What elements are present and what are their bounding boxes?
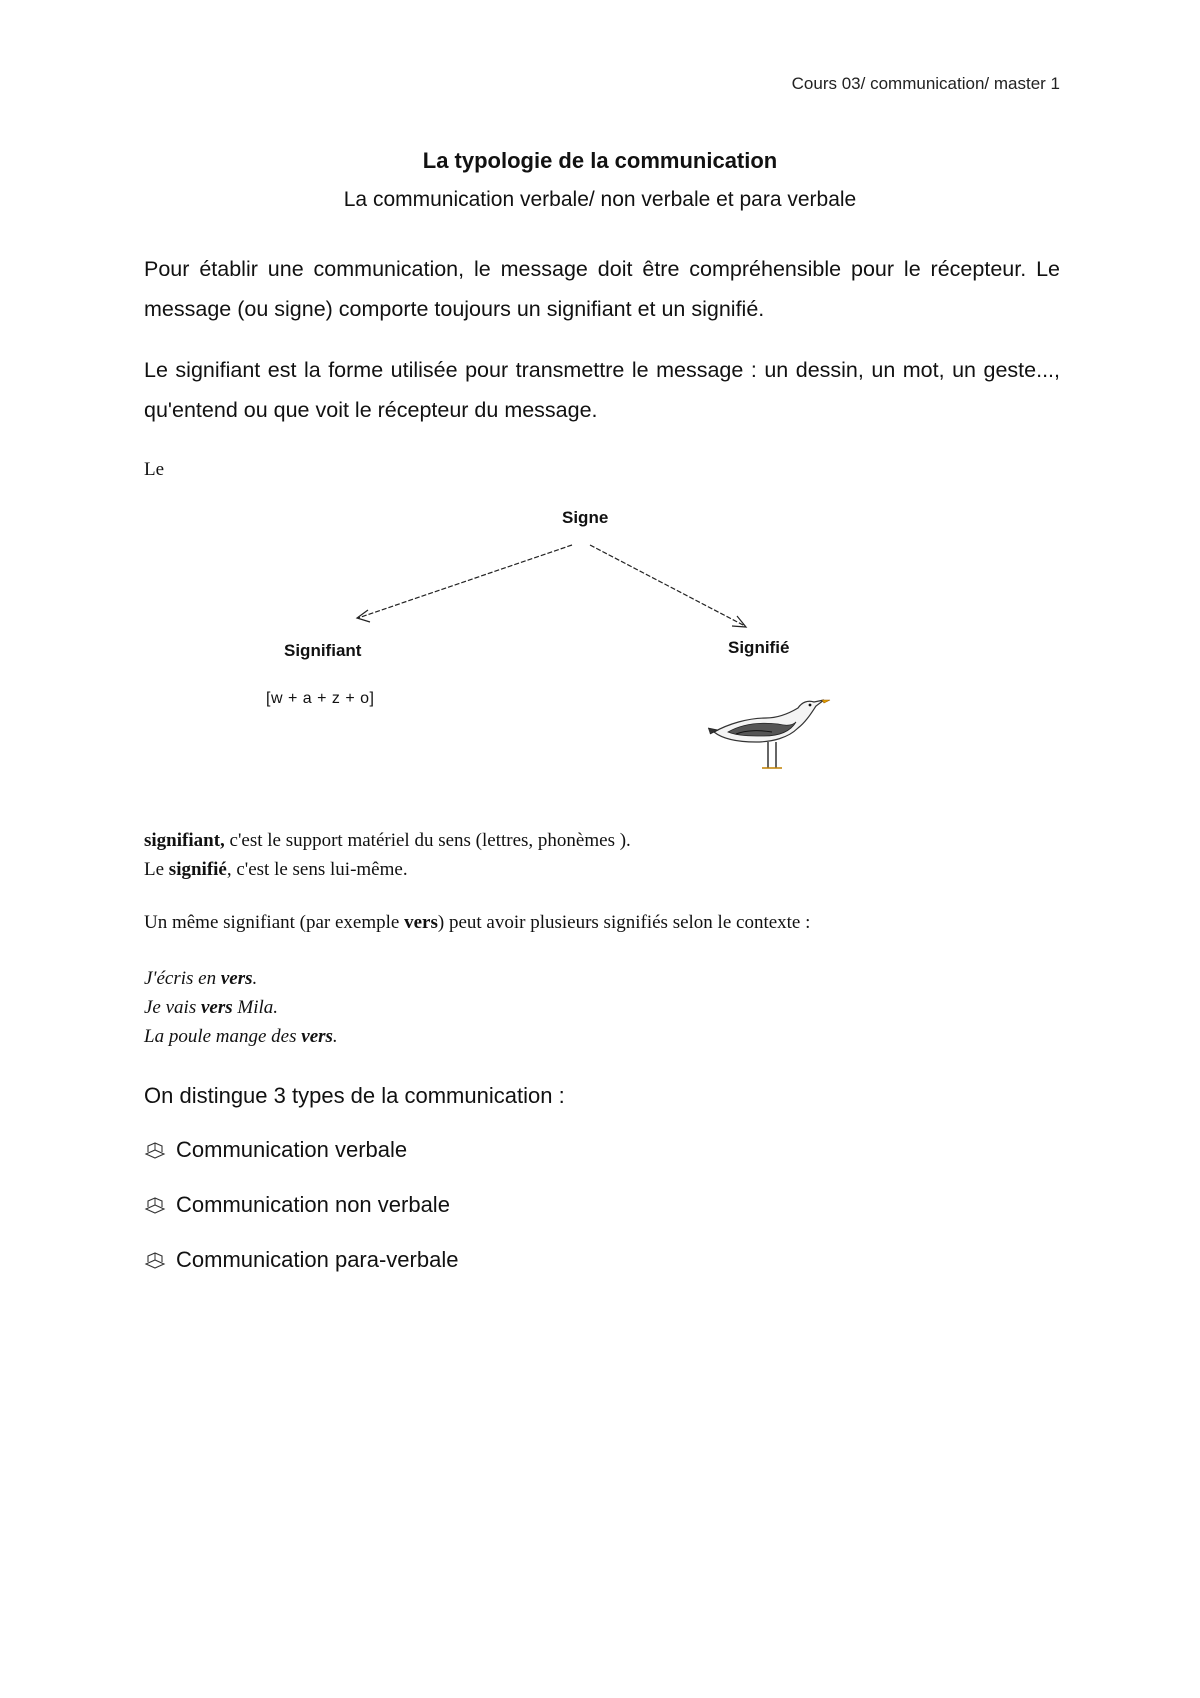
paragraph-signifiant: Le signifiant est la forme utilisée pour transmettre le message : un dessin, un mot, un geste..., qu'entend ou que voit le récepteur du message. <box>144 358 1060 422</box>
list-item-label: Communication para-verbale <box>176 1247 459 1272</box>
paragraph-message: Pour établir une communication, le message doit être compréhensible pour le récepteur. Le message (ou signe) comporte toujours un signifiant et un signifié. <box>144 257 1060 321</box>
arrowhead-right <box>732 616 746 627</box>
example-intro-after: ) peut avoir plusieurs signifiés selon le contexte : <box>437 912 811 933</box>
definition-signifie-text: , c'est le sens lui-même. <box>226 859 408 880</box>
diagram-label-signifie: Signifié <box>728 638 790 657</box>
example-term: vers <box>301 1026 333 1047</box>
list-item-label: Communication non verbale <box>176 1192 450 1217</box>
book-icon <box>144 1195 166 1215</box>
example-before: La poule mange des <box>144 1026 302 1047</box>
example-term: vers <box>220 968 253 989</box>
example-term: vers <box>200 997 233 1018</box>
book-icon <box>144 1250 166 1270</box>
definition-signifie-prefix: Le <box>144 859 169 880</box>
example-before: J'écris en <box>144 968 221 989</box>
example-after: . <box>252 968 258 989</box>
example-sentence <box>144 968 257 990</box>
diagram-label-signifiant: Signifiant <box>284 641 362 660</box>
example-intro-term: vers <box>404 912 438 933</box>
arrow-to-signifie <box>590 545 745 626</box>
list-item-label: Communication verbale <box>176 1137 408 1162</box>
term-signifie: signifié <box>168 859 227 880</box>
definition-signifiant-text: c'est le support matériel du sens (lettres, phonèmes ). <box>224 830 631 851</box>
example-after: . <box>332 1026 338 1047</box>
list-item <box>144 1192 450 1218</box>
book-icon <box>144 1140 166 1160</box>
le-word: Le <box>144 459 165 480</box>
diagram-phonetic: [w + a + z + o] <box>266 690 375 707</box>
example-sentence <box>144 1026 338 1048</box>
types-heading: On distingue 3 types de la communication : <box>144 1083 565 1108</box>
header-note: Cours 03/ communication/ master 1 <box>791 74 1060 93</box>
example-intro <box>144 912 810 934</box>
example-before: Je vais <box>144 997 201 1018</box>
page-subtitle: La communication verbale/ non verbale et para verbale <box>343 188 857 211</box>
example-intro-before: Un même signifiant (par exemple <box>144 912 405 933</box>
example-sentence <box>144 997 278 1019</box>
sign-diagram <box>240 498 880 798</box>
diagram-label-signe: Signe <box>562 508 609 527</box>
definition-signifie <box>144 855 408 884</box>
list-item <box>144 1247 458 1273</box>
example-after: Mila. <box>232 997 279 1018</box>
page-title: La typologie de la communication <box>422 148 778 173</box>
term-signifiant: signifiant, <box>144 830 225 851</box>
arrow-to-signifiant <box>358 545 572 618</box>
bird-icon <box>706 688 836 778</box>
list-item <box>144 1137 407 1163</box>
definition-signifiant <box>144 826 631 855</box>
